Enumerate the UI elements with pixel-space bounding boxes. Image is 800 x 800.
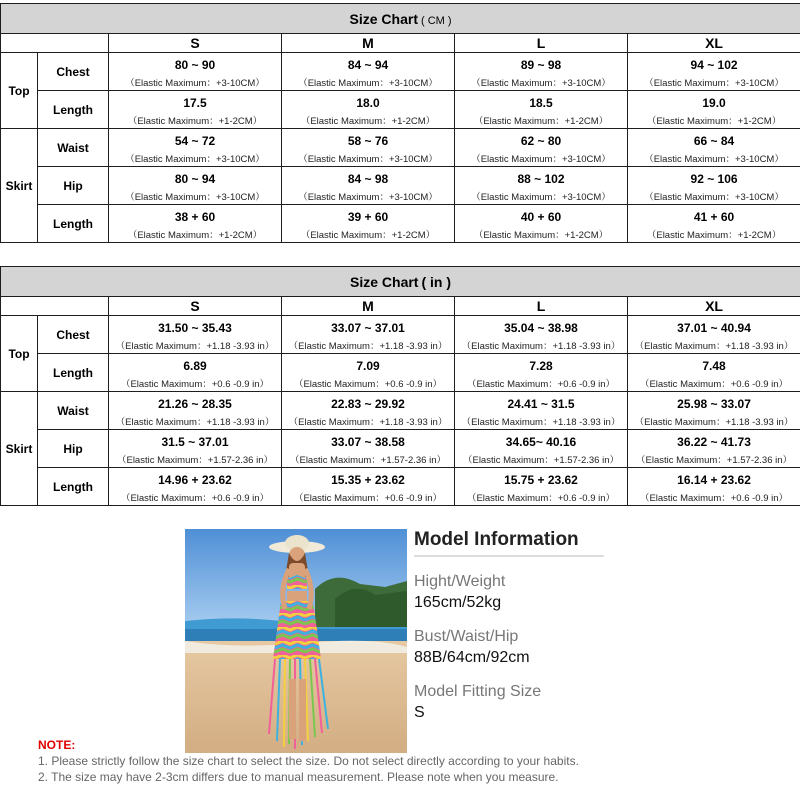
cell-value: 35.04 ~ 38.98 — [455, 316, 628, 338]
cell-note: （Elastic Maximum：+3-10CM） — [282, 151, 455, 167]
cell-note: （Elastic Maximum：+3-10CM） — [628, 189, 800, 205]
cell-value: 84 ~ 98 — [282, 167, 455, 189]
cell-value: 6.89 — [109, 354, 282, 376]
measure-label-length: Length — [38, 354, 109, 392]
cell-note: （Elastic Maximum：+3-10CM） — [628, 151, 800, 167]
size-chart-cm — [0, 3, 800, 243]
group-label-top: Top — [1, 316, 38, 392]
size-header-l: L — [455, 34, 628, 53]
group-label-skirt: Skirt — [1, 392, 38, 506]
cell-note: （Elastic Maximum：+3-10CM） — [455, 75, 628, 91]
cell-value: 54 ~ 72 — [109, 129, 282, 151]
size-chart-inches — [0, 266, 800, 506]
cell-value: 62 ~ 80 — [455, 129, 628, 151]
cell-note: （Elastic Maximum：+0.6 -0.9 in） — [455, 376, 628, 392]
cell-note: （Elastic Maximum：+0.6 -0.9 in） — [109, 376, 282, 392]
cell-note: （Elastic Maximum：+1.57-2.36 in） — [628, 452, 800, 468]
measure-label-hip: Hip — [38, 430, 109, 468]
cell-note: （Elastic Maximum：+3-10CM） — [282, 189, 455, 205]
size-header-xl: XL — [628, 34, 800, 53]
note-line-2: 2. The size may have 2-3cm differs due to manual measurement. Please note when you measure. — [38, 770, 559, 784]
cell-value: 14.96 + 23.62 — [109, 468, 282, 490]
cell-value: 7.48 — [628, 354, 800, 376]
unit-label: ( CM ) — [421, 14, 452, 27]
size-header-m: M — [282, 34, 455, 53]
cell-value: 15.75 + 23.62 — [455, 468, 628, 490]
cell-note: （Elastic Maximum：+1.18 -3.93 in） — [282, 414, 455, 430]
cell-value: 80 ~ 94 — [109, 167, 282, 189]
cell-note: （Elastic Maximum：+1.18 -3.93 in） — [628, 338, 800, 354]
cell-value: 41 + 60 — [628, 205, 800, 227]
cell-value: 17.5 — [109, 91, 282, 113]
cell-note: （Elastic Maximum：+1.57-2.36 in） — [282, 452, 455, 468]
unit-label: ( in ) — [421, 273, 452, 290]
measure-label-length: Length — [38, 205, 109, 243]
cell-value: 39 + 60 — [282, 205, 455, 227]
cell-note: （Elastic Maximum：+3-10CM） — [628, 75, 800, 91]
measure-label-chest: Chest — [38, 316, 109, 354]
cell-value: 38 + 60 — [109, 205, 282, 227]
cell-value: 40 + 60 — [455, 205, 628, 227]
cell-value: 18.0 — [282, 91, 455, 113]
header-blank — [1, 34, 109, 53]
size-chart-title: Size Chart ( in ) — [1, 267, 800, 297]
model-information — [414, 529, 614, 722]
cell-note: （Elastic Maximum：+0.6 -0.9 in） — [628, 490, 800, 506]
measure-label-waist: Waist — [38, 129, 109, 167]
measure-label-waist: Waist — [38, 392, 109, 430]
size-header-xl: XL — [628, 297, 800, 316]
notes-section — [38, 738, 778, 784]
size-header-l: L — [455, 297, 628, 316]
size-header-s: S — [109, 297, 282, 316]
cell-value: 89 ~ 98 — [455, 53, 628, 75]
cell-note: （Elastic Maximum：+1-2CM） — [282, 113, 455, 129]
cell-note: （Elastic Maximum：+1.18 -3.93 in） — [282, 338, 455, 354]
cell-value: 58 ~ 76 — [282, 129, 455, 151]
measure-label-hip: Hip — [38, 167, 109, 205]
cell-value: 22.83 ~ 29.92 — [282, 392, 455, 414]
cell-value: 36.22 ~ 41.73 — [628, 430, 800, 452]
bust-waist-hip-value: 88B/64cm/92cm — [414, 649, 530, 666]
cell-note: （Elastic Maximum：+3-10CM） — [282, 75, 455, 91]
cell-value: 88 ~ 102 — [455, 167, 628, 189]
model-photo — [185, 529, 407, 753]
cell-value: 66 ~ 84 — [628, 129, 800, 151]
cell-value: 94 ~ 102 — [628, 53, 800, 75]
cell-value: 31.5 ~ 37.01 — [109, 430, 282, 452]
cell-value: 19.0 — [628, 91, 800, 113]
cell-value: 21.26 ~ 28.35 — [109, 392, 282, 414]
cell-value: 33.07 ~ 38.58 — [282, 430, 455, 452]
cell-note: （Elastic Maximum：+1-2CM） — [282, 227, 455, 243]
size-chart-title: Size Chart ( CM ) — [1, 4, 800, 34]
cell-value: 33.07 ~ 37.01 — [282, 316, 455, 338]
size-header-s: S — [109, 34, 282, 53]
cell-value: 25.98 ~ 33.07 — [628, 392, 800, 414]
cell-note: （Elastic Maximum：+1.18 -3.93 in） — [109, 414, 282, 430]
cell-note: （Elastic Maximum：+1-2CM） — [109, 227, 282, 243]
cell-value: 92 ~ 106 — [628, 167, 800, 189]
cell-note: （Elastic Maximum：+1.18 -3.93 in） — [455, 338, 628, 354]
fitting-size-value: S — [414, 704, 425, 721]
cell-note: （Elastic Maximum：+0.6 -0.9 in） — [282, 490, 455, 506]
measure-label-chest: Chest — [38, 53, 109, 91]
cell-value: 84 ~ 94 — [282, 53, 455, 75]
header-blank — [1, 297, 109, 316]
cell-note: （Elastic Maximum：+1-2CM） — [455, 227, 628, 243]
cell-value: 7.28 — [455, 354, 628, 376]
cell-note: （Elastic Maximum：+1.18 -3.93 in） — [109, 338, 282, 354]
note-line-1: 1. Please strictly follow the size chart to select the size. Do not select directly according to your habits. — [38, 754, 579, 768]
cell-value: 15.35 + 23.62 — [282, 468, 455, 490]
cell-note: （Elastic Maximum：+0.6 -0.9 in） — [282, 376, 455, 392]
cell-value: 7.09 — [282, 354, 455, 376]
cell-note: （Elastic Maximum：+3-10CM） — [109, 75, 282, 91]
cell-note: （Elastic Maximum：+1.18 -3.93 in） — [628, 414, 800, 430]
cell-note: （Elastic Maximum：+3-10CM） — [455, 189, 628, 205]
cell-note: （Elastic Maximum：+1-2CM） — [455, 113, 628, 129]
cell-value: 24.41 ~ 31.5 — [455, 392, 628, 414]
fitting-size-label: Model Fitting Size — [414, 683, 542, 700]
note-heading: NOTE: — [38, 738, 76, 752]
cell-note: （Elastic Maximum：+0.6 -0.9 in） — [455, 490, 628, 506]
group-label-skirt: Skirt — [1, 129, 38, 243]
cell-note: （Elastic Maximum：+3-10CM） — [455, 151, 628, 167]
bust-waist-hip-label: Bust/Waist/Hip — [414, 628, 519, 645]
cell-note: （Elastic Maximum：+1.18 -3.93 in） — [455, 414, 628, 430]
cell-note: （Elastic Maximum：+0.6 -0.9 in） — [628, 376, 800, 392]
measure-label-length: Length — [38, 468, 109, 506]
cell-value: 31.50 ~ 35.43 — [109, 316, 282, 338]
cell-note: （Elastic Maximum：+1.57-2.36 in） — [455, 452, 628, 468]
cell-value: 80 ~ 90 — [109, 53, 282, 75]
height-weight-label: Hight/Weight — [414, 573, 506, 590]
cell-note: （Elastic Maximum：+1-2CM） — [109, 113, 282, 129]
model-info-title: Model Information — [414, 529, 604, 557]
cell-note: （Elastic Maximum：+1.57-2.36 in） — [109, 452, 282, 468]
size-header-m: M — [282, 297, 455, 316]
measure-label-length: Length — [38, 91, 109, 129]
cell-note: （Elastic Maximum：+1-2CM） — [628, 113, 800, 129]
cell-note: （Elastic Maximum：+3-10CM） — [109, 151, 282, 167]
cell-value: 16.14 + 23.62 — [628, 468, 800, 490]
group-label-top: Top — [1, 53, 38, 129]
cell-value: 37.01 ~ 40.94 — [628, 316, 800, 338]
cell-value: 18.5 — [455, 91, 628, 113]
cell-note: （Elastic Maximum：+3-10CM） — [109, 189, 282, 205]
cell-note: （Elastic Maximum：+0.6 -0.9 in） — [109, 490, 282, 506]
cell-note: （Elastic Maximum：+1-2CM） — [628, 227, 800, 243]
cell-value: 34.65~ 40.16 — [455, 430, 628, 452]
height-weight-value: 165cm/52kg — [414, 594, 502, 611]
